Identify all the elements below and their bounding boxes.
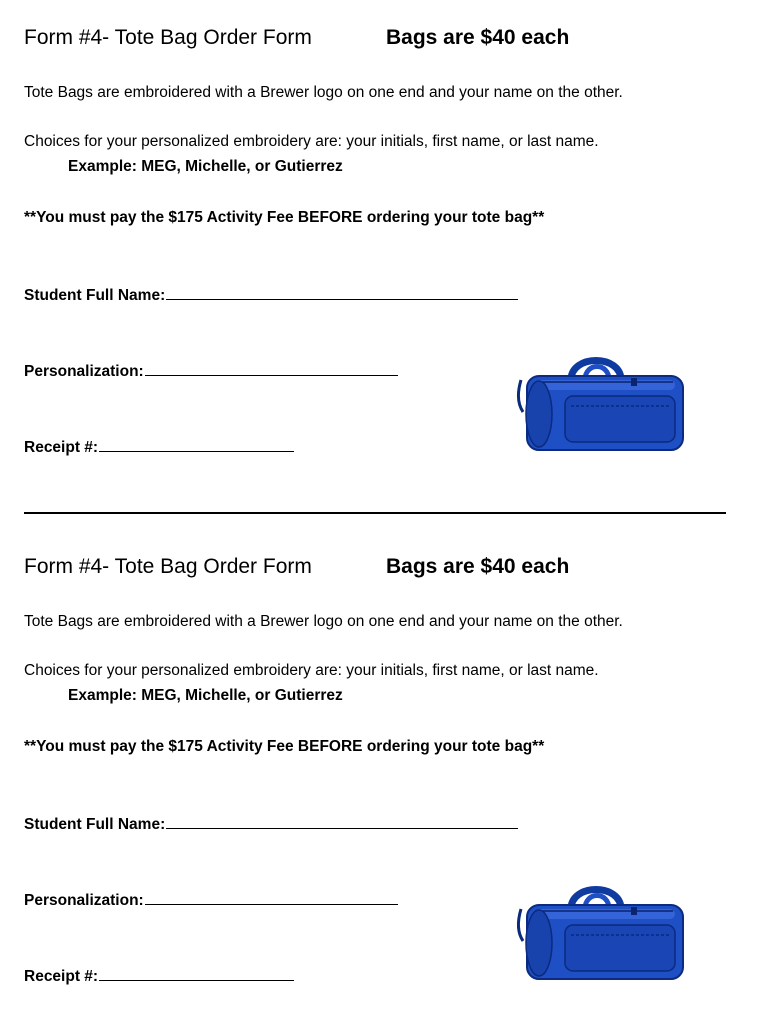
duffel-bag-icon [513, 350, 693, 460]
form-title: Form #4- Tote Bag Order Form [24, 26, 312, 49]
personalization-label: Personalization: [24, 363, 144, 380]
receipt-blank[interactable] [99, 966, 294, 981]
personalization-label: Personalization: [24, 892, 144, 909]
student-name-blank[interactable] [166, 285, 518, 300]
receipt-label: Receipt #: [24, 439, 99, 456]
student-name-blank[interactable] [166, 814, 518, 829]
example-text: Example: MEG, Michelle, or Gutierrez [68, 687, 343, 704]
duffel-bag-icon [513, 879, 693, 989]
form-title: Form #4- Tote Bag Order Form [24, 555, 312, 578]
receipt-label: Receipt #: [24, 968, 99, 985]
personalization-blank[interactable] [145, 890, 398, 905]
receipt-blank[interactable] [99, 437, 294, 452]
cut-line-divider [24, 512, 726, 514]
personalization-field[interactable] [24, 890, 398, 910]
personalization-field[interactable] [24, 361, 398, 381]
example-text: Example: MEG, Michelle, or Gutierrez [68, 158, 343, 175]
choices-text: Choices for your personalized embroidery are: your initials, first name, or last name. [24, 133, 599, 150]
student-name-field[interactable] [24, 285, 518, 305]
price-heading: Bags are $40 each [386, 555, 570, 578]
student-name-label: Student Full Name: [24, 816, 166, 833]
receipt-field[interactable] [24, 437, 294, 457]
order-form-bottom [0, 529, 770, 1029]
choices-text: Choices for your personalized embroidery are: your initials, first name, or last name. [24, 662, 599, 679]
order-form-top [0, 0, 770, 500]
student-name-field[interactable] [24, 814, 518, 834]
activity-fee-notice: **You must pay the $175 Activity Fee BEFORE ordering your tote bag** [24, 738, 545, 755]
receipt-field[interactable] [24, 966, 294, 986]
price-heading: Bags are $40 each [386, 26, 570, 49]
description-text: Tote Bags are embroidered with a Brewer logo on one end and your name on the other. [24, 84, 623, 101]
activity-fee-notice: **You must pay the $175 Activity Fee BEFORE ordering your tote bag** [24, 209, 545, 226]
description-text: Tote Bags are embroidered with a Brewer logo on one end and your name on the other. [24, 613, 623, 630]
student-name-label: Student Full Name: [24, 287, 166, 304]
personalization-blank[interactable] [145, 361, 398, 376]
